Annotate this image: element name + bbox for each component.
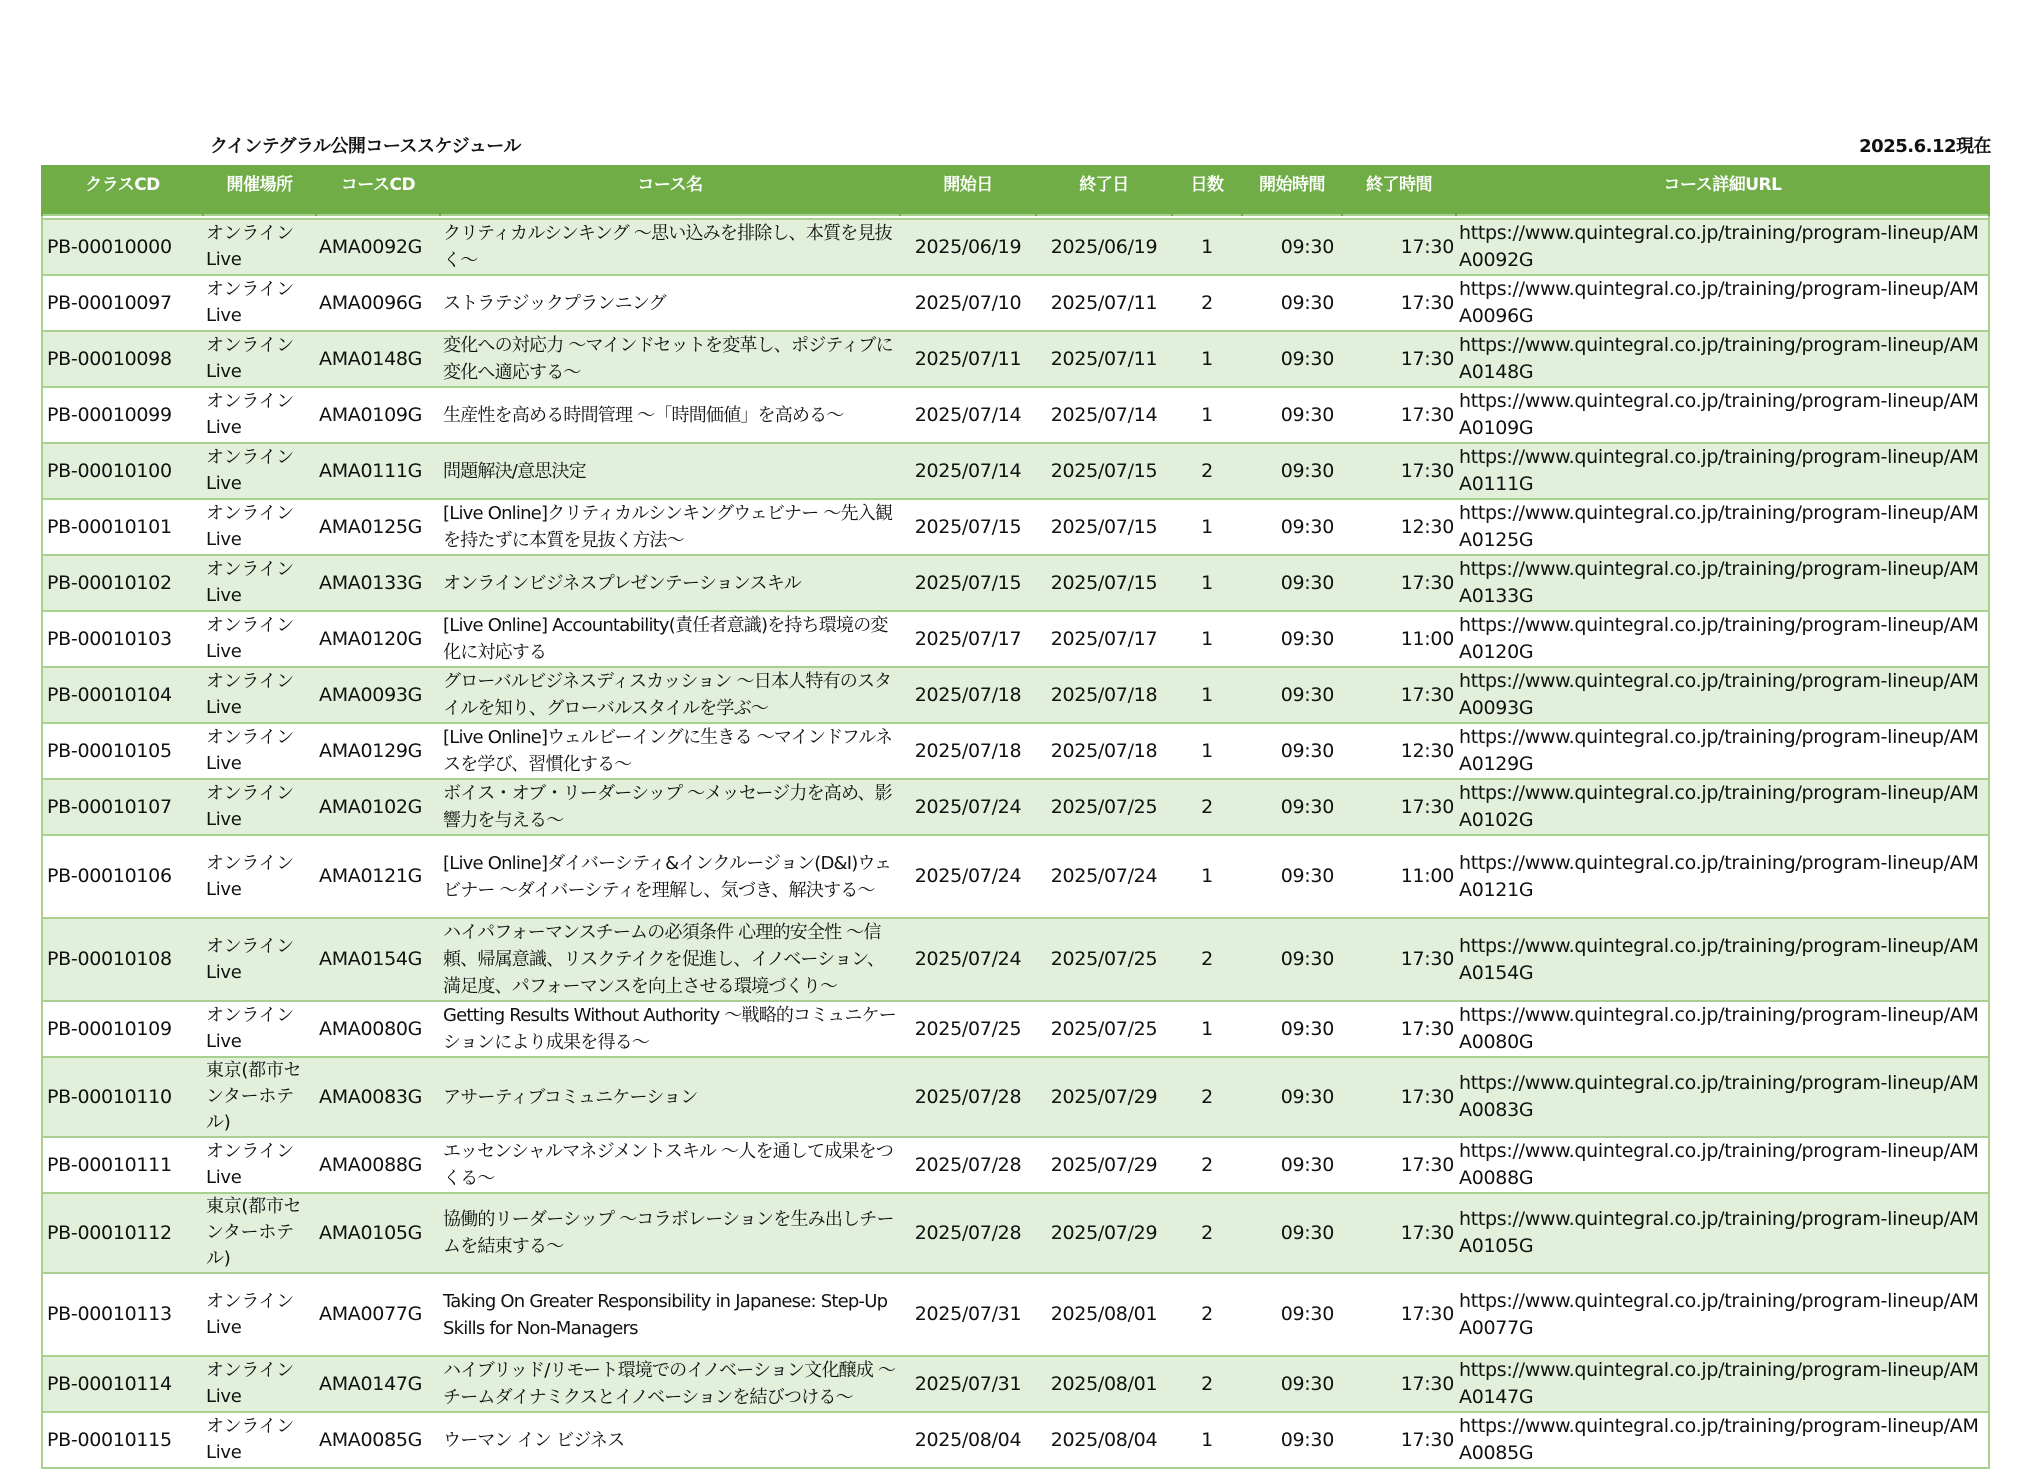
end-time-cell: 17:30 xyxy=(1342,1273,1456,1356)
course-schedule-table xyxy=(41,165,1990,1469)
course-url-link[interactable]: https://www.quintegral.co.jp/training/program-lineup/AMA0154G xyxy=(1456,918,1989,1001)
end-time-cell: 17:30 xyxy=(1342,779,1456,835)
class-cd-cell: PB-00010105 xyxy=(42,723,203,779)
course-cd-cell: AMA0154G xyxy=(316,918,440,1001)
class-cd-cell: PB-00010107 xyxy=(42,779,203,835)
table-row xyxy=(42,499,1989,555)
class-cd-cell: PB-00010110 xyxy=(42,1057,203,1137)
class-cd-cell: PB-00010113 xyxy=(42,1273,203,1356)
start-date-cell: 2025/07/17 xyxy=(900,611,1036,667)
start-time-cell: 09:30 xyxy=(1242,667,1342,723)
start-time-cell: 09:30 xyxy=(1242,443,1342,499)
end-date-cell: 2025/07/25 xyxy=(1036,779,1172,835)
class-cd-cell: PB-00010103 xyxy=(42,611,203,667)
course-cd-cell: AMA0109G xyxy=(316,387,440,443)
start-time-cell: 09:30 xyxy=(1242,499,1342,555)
course-name-cell: 生産性を高める時間管理 ～「時間価値」を高める～ xyxy=(440,387,900,443)
end-time-cell: 12:30 xyxy=(1342,723,1456,779)
course-cd-cell: AMA0093G xyxy=(316,667,440,723)
location-cell: 東京(都市センターホテル) xyxy=(203,1193,316,1273)
location-cell: 東京(都市センターホテル) xyxy=(203,1057,316,1137)
course-name-cell: ボイス・オブ・リーダーシップ ～メッセージ力を高め、影響力を与える～ xyxy=(440,779,900,835)
course-cd-cell: AMA0092G xyxy=(316,219,440,275)
class-cd-cell: PB-00010115 xyxy=(42,1412,203,1468)
location-cell: オンライン Live xyxy=(203,499,316,555)
class-cd-cell: PB-00010104 xyxy=(42,667,203,723)
course-name-cell: 問題解決/意思決定 xyxy=(440,443,900,499)
class-cd-cell: PB-00010109 xyxy=(42,1001,203,1057)
class-cd-cell: PB-00010099 xyxy=(42,387,203,443)
location-cell: オンライン Live xyxy=(203,611,316,667)
course-cd-cell: AMA0129G xyxy=(316,723,440,779)
end-time-cell: 17:30 xyxy=(1342,918,1456,1001)
end-date-cell: 2025/07/11 xyxy=(1036,275,1172,331)
class-cd-cell: PB-00010112 xyxy=(42,1193,203,1273)
start-date-cell: 2025/07/24 xyxy=(900,779,1036,835)
course-cd-cell: AMA0120G xyxy=(316,611,440,667)
location-cell: オンライン Live xyxy=(203,779,316,835)
end-time-cell: 17:30 xyxy=(1342,1001,1456,1057)
header-location: 開催場所 xyxy=(203,165,316,215)
start-date-cell: 2025/07/14 xyxy=(900,387,1036,443)
course-url-link[interactable]: https://www.quintegral.co.jp/training/program-lineup/AMA0092G xyxy=(1456,219,1989,275)
end-date-cell: 2025/07/14 xyxy=(1036,387,1172,443)
end-date-cell: 2025/07/29 xyxy=(1036,1137,1172,1193)
end-date-cell: 2025/07/25 xyxy=(1036,918,1172,1001)
header-url: コース詳細URL xyxy=(1456,165,1989,215)
end-time-cell: 17:30 xyxy=(1342,1412,1456,1468)
start-date-cell: 2025/07/28 xyxy=(900,1137,1036,1193)
course-cd-cell: AMA0085G xyxy=(316,1412,440,1468)
start-date-cell: 2025/07/10 xyxy=(900,275,1036,331)
course-cd-cell: AMA0083G xyxy=(316,1057,440,1137)
start-time-cell: 09:30 xyxy=(1242,219,1342,275)
start-time-cell: 09:30 xyxy=(1242,918,1342,1001)
course-name-cell: アサーティブコミュニケーション xyxy=(440,1057,900,1137)
header-start-date: 開始日 xyxy=(900,165,1036,215)
end-time-cell: 17:30 xyxy=(1342,1137,1456,1193)
end-time-cell: 17:30 xyxy=(1342,331,1456,387)
end-time-cell: 11:00 xyxy=(1342,835,1456,918)
days-cell: 1 xyxy=(1172,331,1242,387)
course-name-cell: ハイパフォーマンスチームの必須条件 心理的安全性 ～信頼、帰属意識、リスクテイクを促進し、イノベーション、満足度、パフォーマンスを向上させる環境づくり～ xyxy=(440,918,900,1001)
course-cd-cell: AMA0111G xyxy=(316,443,440,499)
course-url-link[interactable]: https://www.quintegral.co.jp/training/program-lineup/AMA0080G xyxy=(1456,1001,1989,1057)
days-cell: 1 xyxy=(1172,611,1242,667)
end-date-cell: 2025/07/29 xyxy=(1036,1193,1172,1273)
start-time-cell: 09:30 xyxy=(1242,1273,1342,1356)
days-cell: 1 xyxy=(1172,387,1242,443)
start-time-cell: 09:30 xyxy=(1242,1412,1342,1468)
start-date-cell: 2025/07/28 xyxy=(900,1193,1036,1273)
end-date-cell: 2025/07/15 xyxy=(1036,443,1172,499)
start-date-cell: 2025/07/15 xyxy=(900,499,1036,555)
location-cell: オンライン Live xyxy=(203,275,316,331)
end-date-cell: 2025/08/04 xyxy=(1036,1412,1172,1468)
location-cell: オンライン Live xyxy=(203,918,316,1001)
end-date-cell: 2025/08/01 xyxy=(1036,1356,1172,1412)
end-time-cell: 17:30 xyxy=(1342,1193,1456,1273)
days-cell: 1 xyxy=(1172,219,1242,275)
location-cell: オンライン Live xyxy=(203,1137,316,1193)
days-cell: 1 xyxy=(1172,499,1242,555)
class-cd-cell: PB-00010101 xyxy=(42,499,203,555)
table-row xyxy=(42,667,1989,723)
course-name-cell: グローバルビジネスディスカッション ～日本人特有のスタイルを知り、グローバルスタイルを学ぶ～ xyxy=(440,667,900,723)
course-name-cell: クリティカルシンキング ～思い込みを排除し、本質を見抜く～ xyxy=(440,219,900,275)
days-cell: 1 xyxy=(1172,1001,1242,1057)
location-cell: オンライン Live xyxy=(203,667,316,723)
location-cell: オンライン Live xyxy=(203,443,316,499)
start-time-cell: 09:30 xyxy=(1242,387,1342,443)
end-date-cell: 2025/07/25 xyxy=(1036,1001,1172,1057)
class-cd-cell: PB-00010108 xyxy=(42,918,203,1001)
course-url-link[interactable]: https://www.quintegral.co.jp/training/program-lineup/AMA0093G xyxy=(1456,667,1989,723)
course-url-link[interactable]: https://www.quintegral.co.jp/training/program-lineup/AMA0109G xyxy=(1456,387,1989,443)
days-cell: 2 xyxy=(1172,443,1242,499)
end-date-cell: 2025/08/01 xyxy=(1036,1273,1172,1356)
table-row xyxy=(42,555,1989,611)
days-cell: 2 xyxy=(1172,918,1242,1001)
header-start-time: 開始時間 xyxy=(1242,165,1342,215)
course-url-link[interactable]: https://www.quintegral.co.jp/training/program-lineup/AMA0147G xyxy=(1456,1356,1989,1412)
table-row xyxy=(42,1001,1989,1057)
start-time-cell: 09:30 xyxy=(1242,723,1342,779)
days-cell: 2 xyxy=(1172,1356,1242,1412)
days-cell: 2 xyxy=(1172,1273,1242,1356)
start-date-cell: 2025/07/24 xyxy=(900,835,1036,918)
table-row xyxy=(42,611,1989,667)
class-cd-cell: PB-00010100 xyxy=(42,443,203,499)
end-date-cell: 2025/07/18 xyxy=(1036,667,1172,723)
table-row xyxy=(42,331,1989,387)
course-cd-cell: AMA0125G xyxy=(316,499,440,555)
header-days: 日数 xyxy=(1172,165,1242,215)
course-cd-cell: AMA0121G xyxy=(316,835,440,918)
class-cd-cell: PB-00010106 xyxy=(42,835,203,918)
course-name-cell: [Live Online] Accountability(責任者意識)を持ち環境の変化に対応する xyxy=(440,611,900,667)
course-url-link[interactable]: https://www.quintegral.co.jp/training/program-lineup/AMA0133G xyxy=(1456,555,1989,611)
table-row xyxy=(42,387,1989,443)
course-cd-cell: AMA0102G xyxy=(316,779,440,835)
start-time-cell: 09:30 xyxy=(1242,555,1342,611)
end-date-cell: 2025/07/11 xyxy=(1036,331,1172,387)
location-cell: オンライン Live xyxy=(203,1356,316,1412)
start-time-cell: 09:30 xyxy=(1242,1137,1342,1193)
start-date-cell: 2025/07/25 xyxy=(900,1001,1036,1057)
class-cd-cell: PB-00010000 xyxy=(42,219,203,275)
course-cd-cell: AMA0096G xyxy=(316,275,440,331)
start-date-cell: 2025/07/18 xyxy=(900,723,1036,779)
end-date-cell: 2025/07/15 xyxy=(1036,499,1172,555)
course-url-link[interactable]: https://www.quintegral.co.jp/training/program-lineup/AMA0120G xyxy=(1456,611,1989,667)
location-cell: オンライン Live xyxy=(203,219,316,275)
start-date-cell: 2025/07/31 xyxy=(900,1356,1036,1412)
table-body xyxy=(42,215,1989,1468)
table-row xyxy=(42,219,1989,275)
course-url-link[interactable]: https://www.quintegral.co.jp/training/program-lineup/AMA0111G xyxy=(1456,443,1989,499)
end-time-cell: 17:30 xyxy=(1342,387,1456,443)
days-cell: 2 xyxy=(1172,779,1242,835)
end-time-cell: 17:30 xyxy=(1342,275,1456,331)
start-date-cell: 2025/07/18 xyxy=(900,667,1036,723)
start-date-cell: 2025/07/11 xyxy=(900,331,1036,387)
start-time-cell: 09:30 xyxy=(1242,331,1342,387)
table-row xyxy=(42,275,1989,331)
end-date-cell: 2025/07/24 xyxy=(1036,835,1172,918)
days-cell: 1 xyxy=(1172,723,1242,779)
end-time-cell: 11:00 xyxy=(1342,611,1456,667)
course-cd-cell: AMA0088G xyxy=(316,1137,440,1193)
course-name-cell: [Live Online]ウェルビーイングに生きる ～マインドフルネスを学び、習慣化する～ xyxy=(440,723,900,779)
course-cd-cell: AMA0080G xyxy=(316,1001,440,1057)
start-time-cell: 09:30 xyxy=(1242,1356,1342,1412)
location-cell: オンライン Live xyxy=(203,1273,316,1356)
course-name-cell: Getting Results Without Authority ～戦略的コミュニケーションにより成果を得る～ xyxy=(440,1001,900,1057)
class-cd-cell: PB-00010111 xyxy=(42,1137,203,1193)
table-row xyxy=(42,1273,1989,1356)
start-date-cell: 2025/07/15 xyxy=(900,555,1036,611)
days-cell: 1 xyxy=(1172,835,1242,918)
course-cd-cell: AMA0105G xyxy=(316,1193,440,1273)
end-date-cell: 2025/07/15 xyxy=(1036,555,1172,611)
course-name-cell: 協働的リーダーシップ ～コラボレーションを生み出しチームを結束する～ xyxy=(440,1193,900,1273)
start-date-cell: 2025/07/24 xyxy=(900,918,1036,1001)
course-name-cell: ハイブリッド/リモート環境でのイノベーション文化醸成 ～チームダイナミクスとイノベーションを結びつける～ xyxy=(440,1356,900,1412)
table-row xyxy=(42,1356,1989,1412)
class-cd-cell: PB-00010097 xyxy=(42,275,203,331)
course-url-link[interactable]: https://www.quintegral.co.jp/training/program-lineup/AMA0085G xyxy=(1456,1412,1989,1468)
start-time-cell: 09:30 xyxy=(1242,611,1342,667)
end-time-cell: 17:30 xyxy=(1342,1356,1456,1412)
location-cell: オンライン Live xyxy=(203,835,316,918)
start-date-cell: 2025/08/04 xyxy=(900,1412,1036,1468)
location-cell: オンライン Live xyxy=(203,387,316,443)
end-date-cell: 2025/07/29 xyxy=(1036,1057,1172,1137)
table-row xyxy=(42,918,1989,1001)
days-cell: 2 xyxy=(1172,275,1242,331)
start-time-cell: 09:30 xyxy=(1242,779,1342,835)
start-date-cell: 2025/07/28 xyxy=(900,1057,1036,1137)
course-cd-cell: AMA0133G xyxy=(316,555,440,611)
course-name-cell: ウーマン イン ビジネス xyxy=(440,1412,900,1468)
end-time-cell: 17:30 xyxy=(1342,1057,1456,1137)
header-class-cd: クラスCD xyxy=(42,165,203,215)
course-url-link[interactable]: https://www.quintegral.co.jp/training/program-lineup/AMA0096G xyxy=(1456,275,1989,331)
course-url-link[interactable]: https://www.quintegral.co.jp/training/program-lineup/AMA0105G xyxy=(1456,1193,1989,1273)
course-url-link[interactable]: https://www.quintegral.co.jp/training/program-lineup/AMA0125G xyxy=(1456,499,1989,555)
class-cd-cell: PB-00010114 xyxy=(42,1356,203,1412)
location-cell: オンライン Live xyxy=(203,723,316,779)
table-row xyxy=(42,1137,1989,1193)
days-cell: 2 xyxy=(1172,1193,1242,1273)
course-name-cell: オンラインビジネスプレゼンテーションスキル xyxy=(440,555,900,611)
start-time-cell: 09:30 xyxy=(1242,275,1342,331)
table-row xyxy=(42,1193,1989,1273)
class-cd-cell: PB-00010102 xyxy=(42,555,203,611)
course-name-cell: [Live Online]ダイバーシティ&インクルージョン(D&I)ウェビナー ～ダイバーシティを理解し、気づき、解決する～ xyxy=(440,835,900,918)
location-cell: オンライン Live xyxy=(203,1001,316,1057)
course-cd-cell: AMA0148G xyxy=(316,331,440,387)
days-cell: 1 xyxy=(1172,555,1242,611)
end-date-cell: 2025/07/17 xyxy=(1036,611,1172,667)
header-course-name: コース名 xyxy=(440,165,900,215)
end-time-cell: 17:30 xyxy=(1342,219,1456,275)
header-end-date: 終了日 xyxy=(1036,165,1172,215)
start-date-cell: 2025/06/19 xyxy=(900,219,1036,275)
course-name-cell: [Live Online]クリティカルシンキングウェビナー ～先入観を持たずに本質を見抜く方法～ xyxy=(440,499,900,555)
end-time-cell: 17:30 xyxy=(1342,555,1456,611)
start-date-cell: 2025/07/14 xyxy=(900,443,1036,499)
header-end-time: 終了時間 xyxy=(1342,165,1456,215)
table-row xyxy=(42,779,1989,835)
end-time-cell: 17:30 xyxy=(1342,443,1456,499)
end-time-cell: 12:30 xyxy=(1342,499,1456,555)
class-cd-cell: PB-00010098 xyxy=(42,331,203,387)
table-row xyxy=(42,1057,1989,1137)
table-header xyxy=(42,165,1989,215)
table-row xyxy=(42,835,1989,918)
course-url-link[interactable]: https://www.quintegral.co.jp/training/program-lineup/AMA0083G xyxy=(1456,1057,1989,1137)
course-url-link[interactable]: https://www.quintegral.co.jp/training/program-lineup/AMA0121G xyxy=(1456,835,1989,918)
start-time-cell: 09:30 xyxy=(1242,1001,1342,1057)
days-cell: 2 xyxy=(1172,1057,1242,1137)
course-url-link[interactable]: https://www.quintegral.co.jp/training/program-lineup/AMA0088G xyxy=(1456,1137,1989,1193)
course-url-link[interactable]: https://www.quintegral.co.jp/training/program-lineup/AMA0102G xyxy=(1456,779,1989,835)
course-url-link[interactable]: https://www.quintegral.co.jp/training/program-lineup/AMA0148G xyxy=(1456,331,1989,387)
table-row xyxy=(42,1412,1989,1468)
location-cell: オンライン Live xyxy=(203,1412,316,1468)
end-date-cell: 2025/07/18 xyxy=(1036,723,1172,779)
course-url-link[interactable]: https://www.quintegral.co.jp/training/program-lineup/AMA0129G xyxy=(1456,723,1989,779)
table-row xyxy=(42,723,1989,779)
start-time-cell: 09:30 xyxy=(1242,1193,1342,1273)
start-time-cell: 09:30 xyxy=(1242,1057,1342,1137)
start-date-cell: 2025/07/31 xyxy=(900,1273,1036,1356)
course-name-cell: Taking On Greater Responsibility in Japanese: Step-Up Skills for Non-Managers xyxy=(440,1273,900,1356)
course-name-cell: ストラテジックプランニング xyxy=(440,275,900,331)
location-cell: オンライン Live xyxy=(203,555,316,611)
days-cell: 1 xyxy=(1172,667,1242,723)
course-cd-cell: AMA0077G xyxy=(316,1273,440,1356)
end-time-cell: 17:30 xyxy=(1342,667,1456,723)
start-time-cell: 09:30 xyxy=(1242,835,1342,918)
end-date-cell: 2025/06/19 xyxy=(1036,219,1172,275)
table-row xyxy=(42,443,1989,499)
as-of-date: 2025.6.12現在 xyxy=(1859,136,1991,157)
days-cell: 2 xyxy=(1172,1137,1242,1193)
location-cell: オンライン Live xyxy=(203,331,316,387)
course-name-cell: エッセンシャルマネジメントスキル ～人を通して成果をつくる～ xyxy=(440,1137,900,1193)
course-url-link[interactable]: https://www.quintegral.co.jp/training/program-lineup/AMA0077G xyxy=(1456,1273,1989,1356)
page-title: クインテグラル公開コーススケジュール xyxy=(210,136,521,157)
days-cell: 1 xyxy=(1172,1412,1242,1468)
course-cd-cell: AMA0147G xyxy=(316,1356,440,1412)
header-course-cd: コースCD xyxy=(316,165,440,215)
course-name-cell: 変化への対応力 ～マインドセットを変革し、ポジティブに変化へ適応する～ xyxy=(440,331,900,387)
